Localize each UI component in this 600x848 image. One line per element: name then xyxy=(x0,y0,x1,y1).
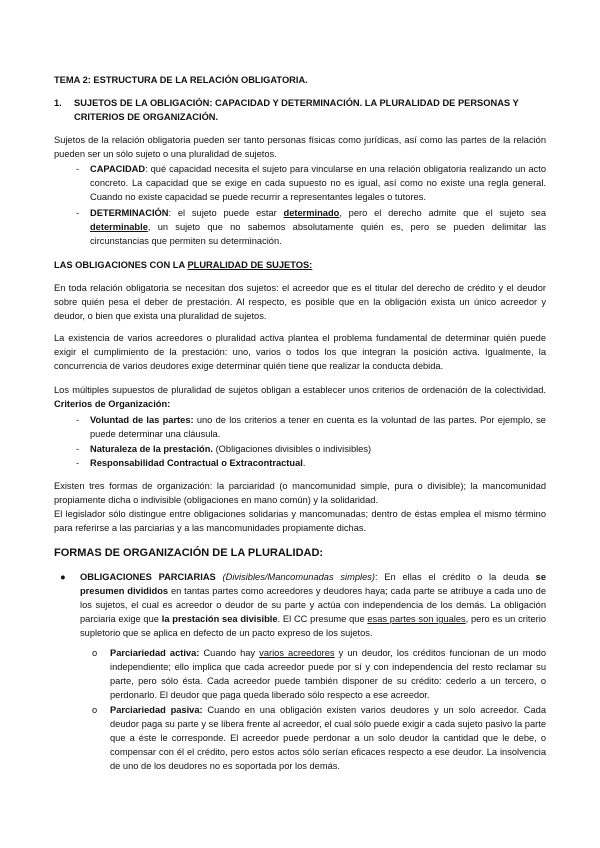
pluralidad-heading-pre: LAS OBLIGACIONES CON LA xyxy=(54,260,188,270)
pasiva-text: Cuando en una obligación existen varios deudores y un solo acreedor. Cada deudor paga su parte y se libera frente al acreedor, el cual sólo puede exigir a cada sujeto pasivo la parte que a éste le corresponde. El acreedor puede perdonar a un solo deudor la cantidad que le debe, o compensar con él el crédito, pero estos actos sólo serían eficaces respecto a ese deudor. La insolvencia de uno de los deudores no es soportada por los demás. xyxy=(110,705,546,771)
document-title: TEMA 2: ESTRUCTURA DE LA RELACIÓN OBLIGATORIA. xyxy=(54,75,308,85)
criterio-text xyxy=(90,413,546,441)
determinable-term: determinable xyxy=(90,222,148,232)
determinacion-text xyxy=(90,206,546,248)
circle-bullet: o xyxy=(92,705,98,715)
paragraph-3 xyxy=(54,383,546,411)
criterio-desc: . xyxy=(302,458,306,468)
paragraph-5: El legislador sólo distingue entre obligaciones solidarias y mancomunadas; dentro de éstas emplea el mismo término para referirse a las parciarias y a las mancomunidades propiamente dichas. xyxy=(54,509,546,533)
criterio-desc: (Obligaciones divisibles o indivisibles) xyxy=(212,444,372,454)
activa-title: Parciariedad activa: xyxy=(110,648,200,658)
criterio-title: Voluntad de las partes: xyxy=(90,415,194,425)
criterio-title: Naturaleza de la prestación. xyxy=(90,444,213,454)
intro-paragraph: Sujetos de la relación obligatoria pueden ser tanto personas físicas como jurídicas, así como las partes de la relación pueden ser un sólo sujeto o una pluralidad de sujetos. xyxy=(54,135,546,159)
dash-bullet: - xyxy=(76,458,80,468)
paragraph-1: En toda relación obligatoria se necesitan dos sujetos: el acreedor que es el titular del derecho de crédito y el deudor sobre quién pesa el deber de prestación. Al respecto, es posible que en la obligación exista un único acreedor y deudor, o bien que exista una pluralidad de sujetos. xyxy=(54,283,546,321)
parciarias-paragraph xyxy=(80,570,546,640)
pasiva-paragraph xyxy=(110,703,546,773)
dash-bullet: - xyxy=(76,415,80,425)
activa-paragraph xyxy=(110,646,546,702)
section-1-heading xyxy=(54,96,546,124)
parciarias-text-1: : En ellas el crédito o la deuda xyxy=(374,572,536,582)
activa-text-2: y un deudor, los créditos funcionan de un modo independiente; ello implica que cada acreedor puede por sí y con independencia del resto reclamar su parte, pero sólo ésta. Cada acreedor puede también disponer de su crédito: cederlo a un tercero, o perdonarlo. El deudor que paga queda liberado sólo respecto a ese acreedor. xyxy=(110,648,547,700)
parciarias-underlined: esas partes son iguales xyxy=(367,614,466,624)
circle-bullet: o xyxy=(92,648,98,658)
criterio-text xyxy=(90,442,546,456)
determinacion-desc-1: : el sujeto puede estar xyxy=(168,208,284,218)
parciarias-subtitle: (Divisibles/Mancomunadas simples) xyxy=(215,572,375,582)
determinado-term: determinado xyxy=(283,208,340,218)
criterio-title: Responsabilidad Contractual o Extracontractual xyxy=(90,458,303,468)
section-number: 1. xyxy=(54,98,62,108)
activa-underlined: varios acreedores xyxy=(259,648,335,658)
determinacion-term: DETERMINACIÓN xyxy=(90,208,169,218)
capacidad-term: CAPACIDAD xyxy=(90,164,146,174)
parciarias-title: OBLIGACIONES PARCIARIAS xyxy=(80,572,216,582)
paragraph-4: Existen tres formas de organización: la parciaridad (o mancomunidad simple, pura o divisible); la mancomunidad propiamente dicha o indivisible (obligaciones en mano común) y la solidaridad. xyxy=(54,481,546,505)
determinacion-desc-2: , pero el derecho admite que el sujeto sea xyxy=(339,208,546,218)
criterio-desc: uno de los criterios a tener en cuenta es la voluntad de las partes. Por ejemplo, se puede determinar una cláusula. xyxy=(90,415,546,439)
criterio-text xyxy=(90,456,546,470)
parciarias-bold-2: la prestación sea divisible xyxy=(161,614,278,624)
parciarias-text-3: . El CC presume que xyxy=(277,614,368,624)
activa-text-1: Cuando hay xyxy=(199,648,260,658)
criterios-label: Criterios de Organización: xyxy=(54,399,171,409)
determinacion-desc-3: , un sujeto que no sabemos absolutamente quién es, pero se pueden delimitar las circunstancias que permiten su determinación. xyxy=(90,222,546,246)
dash-bullet: - xyxy=(76,444,80,454)
parciarias-bold-1: se presumen divididos xyxy=(80,572,546,596)
formas-heading: FORMAS DE ORGANIZACIÓN DE LA PLURALIDAD: xyxy=(54,547,324,559)
section-heading-line-1: SUJETOS DE LA OBLIGACIÓN: CAPACIDAD Y DETERMINACIÓN. LA PLURALIDAD DE PERSONAS Y xyxy=(74,98,519,108)
parciarias-text-2: en tantas partes como acreedores y deudores haya; cada parte se atribuye a cada uno de los sujetos, el cual es acreedor o deudor de su parte y actúa con independencia de los demás. La obligación parciaria exige que xyxy=(80,586,546,624)
dash-bullet: - xyxy=(76,164,80,174)
dash-bullet: - xyxy=(76,208,80,218)
pluralidad-heading xyxy=(54,258,546,272)
pluralidad-heading-underlined: PLURALIDAD DE SUJETOS: xyxy=(187,260,313,270)
section-heading-line-2: CRITERIOS DE ORGANIZACIÓN. xyxy=(74,112,219,122)
bullet-dot: ● xyxy=(60,572,66,582)
capacidad-desc: : qué capacidad necesita el sujeto para vincularse en una relación obligatoria realizando un acto concreto. La capacidad que se exige en cada supuesto no es igual, así como no existe una regla general. Cuando no existe capacidad se puede recurrir a representantes legales o tutores. xyxy=(90,164,546,202)
paragraph-2: La existencia de varios acreedores o pluralidad activa plantea el problema fundamental de determinar quién puede exigir el cumplimiento de la prestación: uno, varios o todos los que integran la posición activa. Igualmente, la concurrencia de varios deudores exige determinar quién tiene que realizar la conducta debida. xyxy=(54,333,546,371)
paragraph-3-text: Los múltiples supuestos de pluralidad de sujetos obligan a establecer unos criterios de ordenación de la colectividad. xyxy=(54,385,546,395)
capacidad-text xyxy=(90,162,546,204)
pasiva-title: Parciariedad pasiva: xyxy=(110,705,203,715)
parciarias-text-4: , pero es un criterio supletorio que se aplica en defecto de un pacto expreso de los sujetos. xyxy=(80,614,547,638)
